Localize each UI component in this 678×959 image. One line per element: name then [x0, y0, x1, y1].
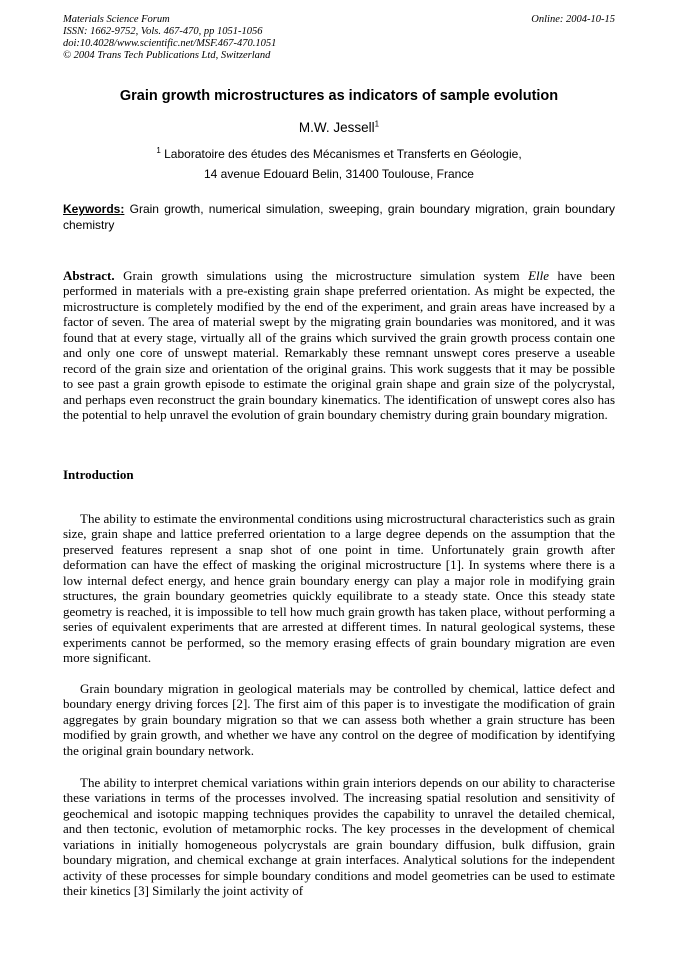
author-name: M.W. Jessell: [298, 120, 375, 135]
journal-issn: ISSN: 1662-9752, Vols. 467-470, pp 1051-1056: [63, 26, 263, 37]
affiliation-mark: 1: [156, 146, 161, 155]
intro-paragraph-1: The ability to estimate the environmental conditions using microstructural characteristics such as grain size, grain shape and lattice preferred orientation to a large degree depends on the assumption that the preserved features represent a snap shot of one point in time. Unfortunately grain growth after deformation can have the effect of masking the original microstructure [1]. In systems where there is a low internal defect energy, and hence grain boundary energy can play a major role in modifying grain structures, the grain boundary geometries quickly equilibrate to a steady state. Once this steady state geometry is reached, it is impossible to tell how much grain growth has taken place, without performing a series of equivalent experiments that are arrested at different times. In natural geological systems, these experiments cannot be performed, so the memory erasing effects of grain boundary migration are even more significant.: [63, 511, 615, 666]
keywords-text: Grain growth, numerical simulation, sweeping, grain boundary migration, grain boundary chemistry: [63, 202, 615, 232]
affiliation-line-1: [0, 147, 678, 161]
keywords: [63, 202, 615, 233]
journal-info: [63, 14, 276, 62]
abstract-text-before: Grain growth simulations using the microstructure simulation system: [123, 268, 520, 283]
intro-paragraph-3: The ability to interpret chemical variations within grain interiors depends on our ability to characterise these variations in terms of the processes involved. The increasing spatial resolution and sensitivity of geochemical and isotopic mapping techniques provides the capability to unravel the detailed chemical, and then tectonic, evolution of metamorphic rocks. The key processes in the development of chemical variations in initially homogeneous polycrystals are grain boundary diffusion, bulk diffusion, grain boundary migration, and chemical exchange at grain interfaces. Analytical solutions for the independent activity of these processes for simple boundary conditions and model geometries can be used to estimate their kinetics [3] Similarly the joint activity of: [63, 775, 615, 899]
abstract-label: Abstract.: [63, 268, 115, 283]
abstract: [63, 268, 615, 423]
author-line: [0, 120, 678, 135]
affiliation-text-1: Laboratoire des études des Mécanismes et Transferts en Géologie,: [164, 147, 522, 161]
section-heading-introduction: Introduction: [63, 467, 134, 482]
keywords-label: Keywords:: [63, 202, 125, 216]
journal-name: Materials Science Forum: [63, 14, 170, 25]
author-affiliation-mark: 1: [374, 119, 380, 129]
journal-doi[interactable]: doi:10.4028/www.scientific.net/MSF.467-470.1051: [63, 38, 277, 49]
simulation-system-name: Elle: [528, 268, 549, 283]
intro-paragraph-2: Grain boundary migration in geological materials may be controlled by chemical, lattice defect and boundary energy driving forces [2]. The first aim of this paper is to investigate the modification of grain aggregates by grain boundary migration so that we can assess both whether a grain structure has been modified by grain growth, and whether we have any control on the degree of modification by identifying the original grain boundary network.: [63, 681, 615, 758]
abstract-text-after: have been performed in materials with a pre-existing grain shape preferred orientation. As might be expected, the microstructure is completely modified by the end of the experiment, and grain areas have increased by a factor of seven. The area of material swept by the migrating grain boundaries was monitored, and it was found that at every stage, virtually all of the grains which survived the grain growth process contain one and only one core of unswept material. Remarkably these remnant unswept cores preserve a useable record of the grain size and orientation of the original grains. This work suggests that it may be possible to see past a grain growth episode to estimate the original grain shape and grain size of the polycrystal, and perhaps even reconstruct the grain boundary kinematics. The identification of unswept cores also has the potential to help unravel the evolution of grain boundary chemistry during grain boundary migration.: [63, 268, 616, 423]
affiliation-line-2: 14 avenue Edouard Belin, 31400 Toulouse, France: [204, 167, 474, 181]
journal-copyright: © 2004 Trans Tech Publications Ltd, Switzerland: [63, 50, 271, 61]
online-date: Online: 2004-10-15: [531, 14, 615, 25]
paper-title: Grain growth microstructures as indicators of sample evolution: [119, 88, 559, 104]
